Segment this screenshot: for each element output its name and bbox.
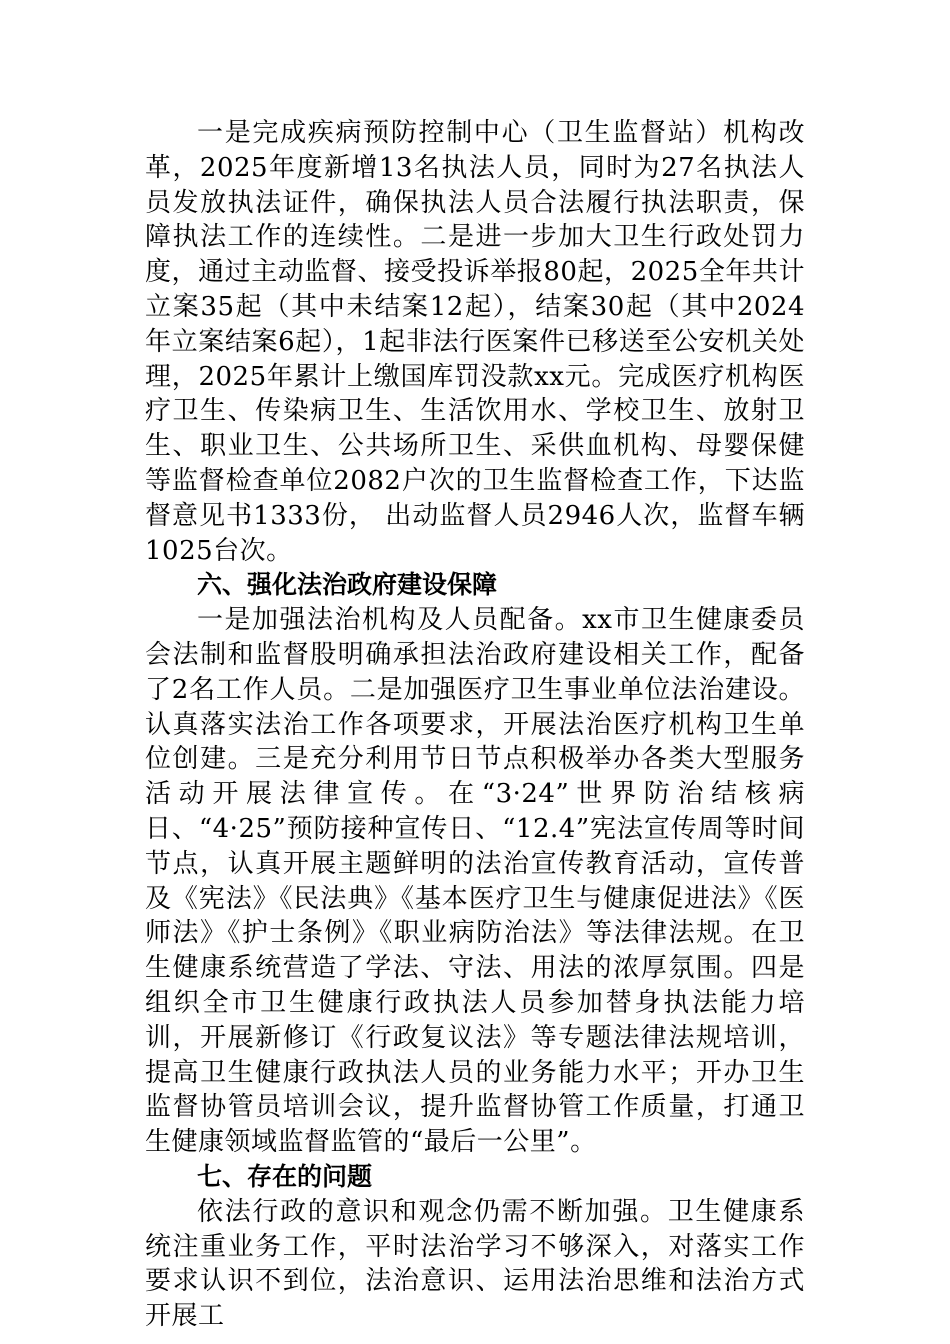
paragraph-problems: 依法行政的意识和观念仍需不断加强。卫生健康系统注重业务工作，平时法治学习不够深入，对落实工作要求认识不到位，法治意识、运用法治思维和法治方式开展工 — [145, 1196, 805, 1332]
document-body — [145, 116, 805, 1334]
section-heading-7: 七、存在的问题 — [197, 1161, 373, 1191]
paragraph-rule-of-law: 一是加强法治机构及人员配备。xx市卫生健康委员会法制和监督股明确承担法治政府建设相关工作，配备了2名工作人员。二是加强医疗卫生事业单位法治建设。认真落实法治工作各项要求，开展法治医疗机构卫生单位创建。三是充分利用节日节点积极举办各类大型服务活动开展法律宣传。在“3·24”世界防治结核病日、“4·25”预防接种宣传日、“12.4”宪法宣传周等时间节点，认真开展主题鲜明的法治宣传教育活动，宣传普及《宪法》《民法典》《基本医疗卫生与健康促进法》《医师法》《护士条例》《职业病防治法》等法律法规。在卫生健康系统营造了学法、守法、用法的浓厚氛围。四是组织全市卫生健康行政执法人员参加替身执法能力培训，开展新修订《行政复议法》等专题法律法规培训，提高卫生健康行政执法人员的业务能力水平；开办卫生监督协管员培训会议，提升监督协管工作质量，打通卫生健康领域监督监管的“最后一公里”。 — [145, 605, 805, 1158]
paragraph-enforcement: 一是完成疾病预防控制中心（卫生监督站）机构改革，2025年度新增13名执法人员，同时为27名执法人员发放执法证件，确保执法人员合法履行执法职责，保障执法工作的连续性。二是进一步加大卫生行政处罚力度，通过主动监督、接受投诉举报80起，2025全年共计立案35起（其中未结案12起），结案30起（其中2024年立案结案6起），1起非法行医案件已移送至公安机关处理，2025年累计上缴国库罚没款xx元。完成医疗机构医疗卫生、传染病卫生、生活饮用水、学校卫生、放射卫生、职业卫生、公共场所卫生、采供血机构、母婴保健等监督检查单位2082户次的卫生监督检查工作，下达监督意见书1333份， 出动监督人员2946人次，监督车辆1025台次。 — [145, 118, 805, 566]
section-heading-6: 六、强化法治政府建设保障 — [197, 570, 498, 600]
